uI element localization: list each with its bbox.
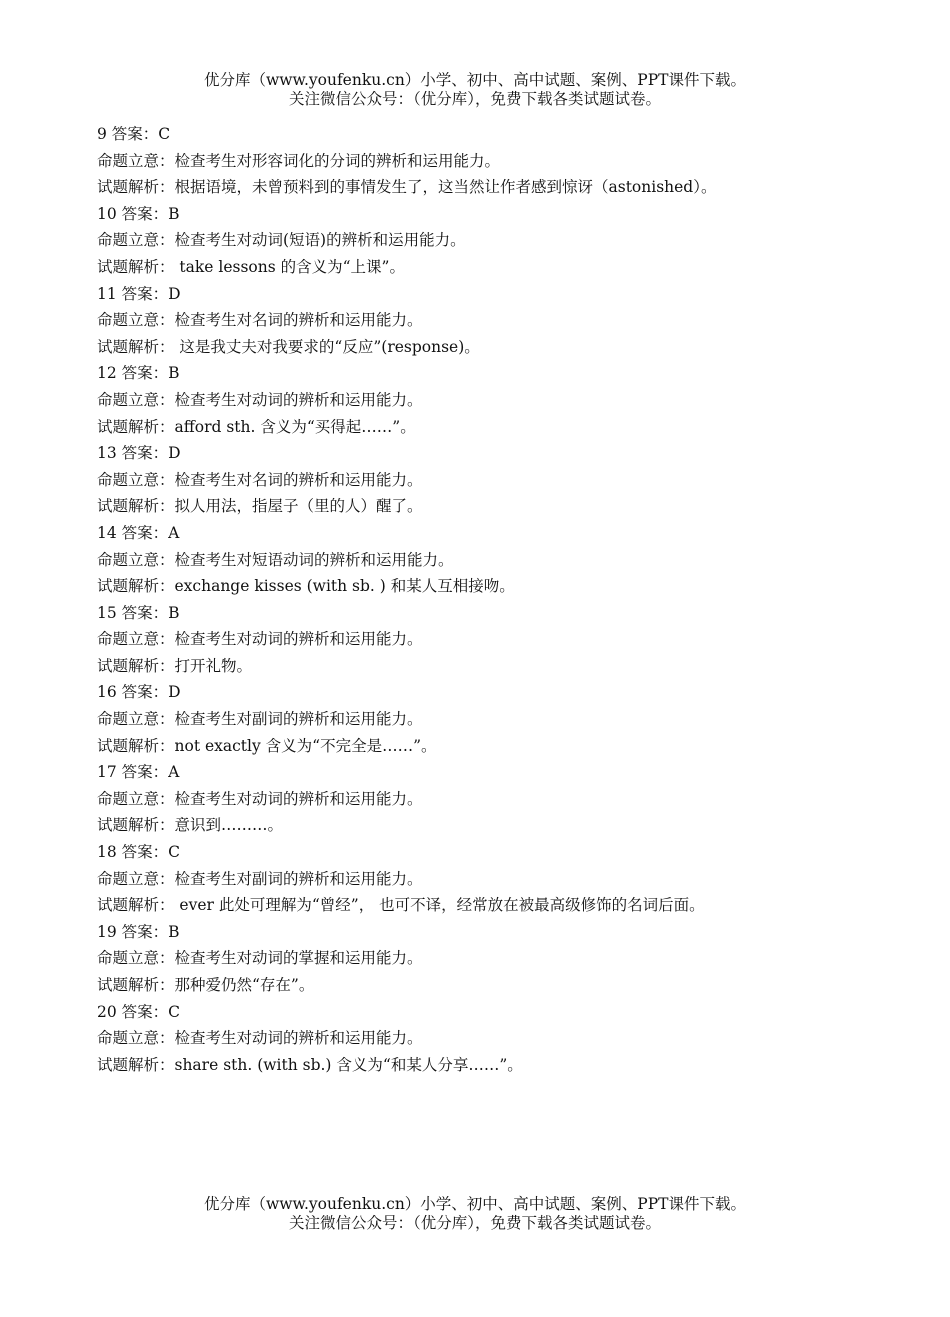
answer-item [97,919,877,999]
answer-item [97,281,877,361]
answer-item [97,440,877,520]
footer-line-2: 关注微信公众号：（优分库），免费下载各类试题试卷。 [288,1214,661,1232]
answer-line: 20 答案：C [97,1002,181,1021]
answer-item [97,121,877,201]
intent-line: 命题立意：检查考生对动词的辨析和运用能力。 [97,1029,423,1048]
analysis-line: 试题解析：not exactly 含义为“不完全是……”。 [97,736,437,755]
header-line-2: 关注微信公众号：（优分库），免费下载各类试题试卷。 [288,90,661,108]
answer-line: 16 答案：D [97,683,181,702]
intent-line: 命题立意：检查考生对动词(短语)的辨析和运用能力。 [97,231,466,250]
answer-item [97,999,877,1079]
intent-line: 命题立意：检查考生对动词的辨析和运用能力。 [97,390,423,409]
intent-line: 命题立意：检查考生对副词的辨析和运用能力。 [97,869,423,888]
answer-line: 14 答案：A [97,523,180,542]
answer-item [97,600,877,680]
intent-line: 命题立意：检查考生对动词的掌握和运用能力。 [97,949,423,968]
analysis-line: 试题解析： take lessons 的含义为“上课”。 [97,257,405,276]
analysis-line: 试题解析： ever 此处可理解为“曾经”， 也可不译，经常放在被最高级修饰的名词后面。 [97,896,705,915]
intent-line: 命题立意：检查考生对名词的辨析和运用能力。 [97,470,423,489]
analysis-line: 试题解析：那种爱仍然“存在”。 [97,976,315,994]
intent-line: 命题立意：检查考生对动词的辨析和运用能力。 [97,789,423,808]
answer-line: 10 答案：B [97,204,180,223]
answer-line: 11 答案：D [97,284,181,303]
answer-line: 9 答案：C [97,125,171,143]
answer-line: 13 答案：D [97,444,181,463]
answer-item [97,759,877,839]
analysis-line: 试题解析： 这是我丈夫对我要求的“反应”(response)。 [97,337,480,356]
analysis-line: 试题解析：意识到………。 [97,816,284,835]
answer-list [97,121,877,1078]
answer-item [97,520,877,600]
intent-line: 命题立意：检查考生对形容词化的分词的辨析和运用能力。 [97,151,501,170]
page-footer [0,1195,950,1233]
intent-line: 命题立意：检查考生对副词的辨析和运用能力。 [97,710,423,729]
answer-line: 12 答案：B [97,364,180,383]
analysis-line: 试题解析：afford sth. 含义为“买得起……”。 [97,417,416,436]
analysis-line: 试题解析：exchange kisses (with sb. ) 和某人互相接吻。 [97,577,515,596]
answer-item [97,201,877,281]
answer-line: 15 答案：B [97,603,180,622]
analysis-line: 试题解析：打开礼物。 [97,656,253,675]
analysis-line: 试题解析：share sth. (with sb.) 含义为“和某人分享……”。 [97,1055,523,1074]
analysis-line: 试题解析：根据语境，未曾预料到的事情发生了，这当然让作者感到惊讶（astonished）。 [97,178,717,197]
answer-line: 17 答案：A [97,763,180,782]
intent-line: 命题立意：检查考生对名词的辨析和运用能力。 [97,311,423,330]
answer-line: 19 答案：B [97,922,180,941]
answer-item [97,360,877,440]
intent-line: 命题立意：检查考生对动词的辨析和运用能力。 [97,630,423,649]
answer-item [97,679,877,759]
intent-line: 命题立意：检查考生对短语动词的辨析和运用能力。 [97,550,454,569]
header-line-1: 优分库（www.youfenku.cn）小学、初中、高中试题、案例、PPT课件下载。 [203,71,747,89]
footer-line-1: 优分库（www.youfenku.cn）小学、初中、高中试题、案例、PPT课件下载。 [203,1195,747,1213]
page-header [0,71,950,109]
answer-item [97,839,877,919]
answer-line: 18 答案：C [97,843,181,862]
analysis-line: 试题解析：拟人用法，指屋子（里的人）醒了。 [97,497,423,516]
